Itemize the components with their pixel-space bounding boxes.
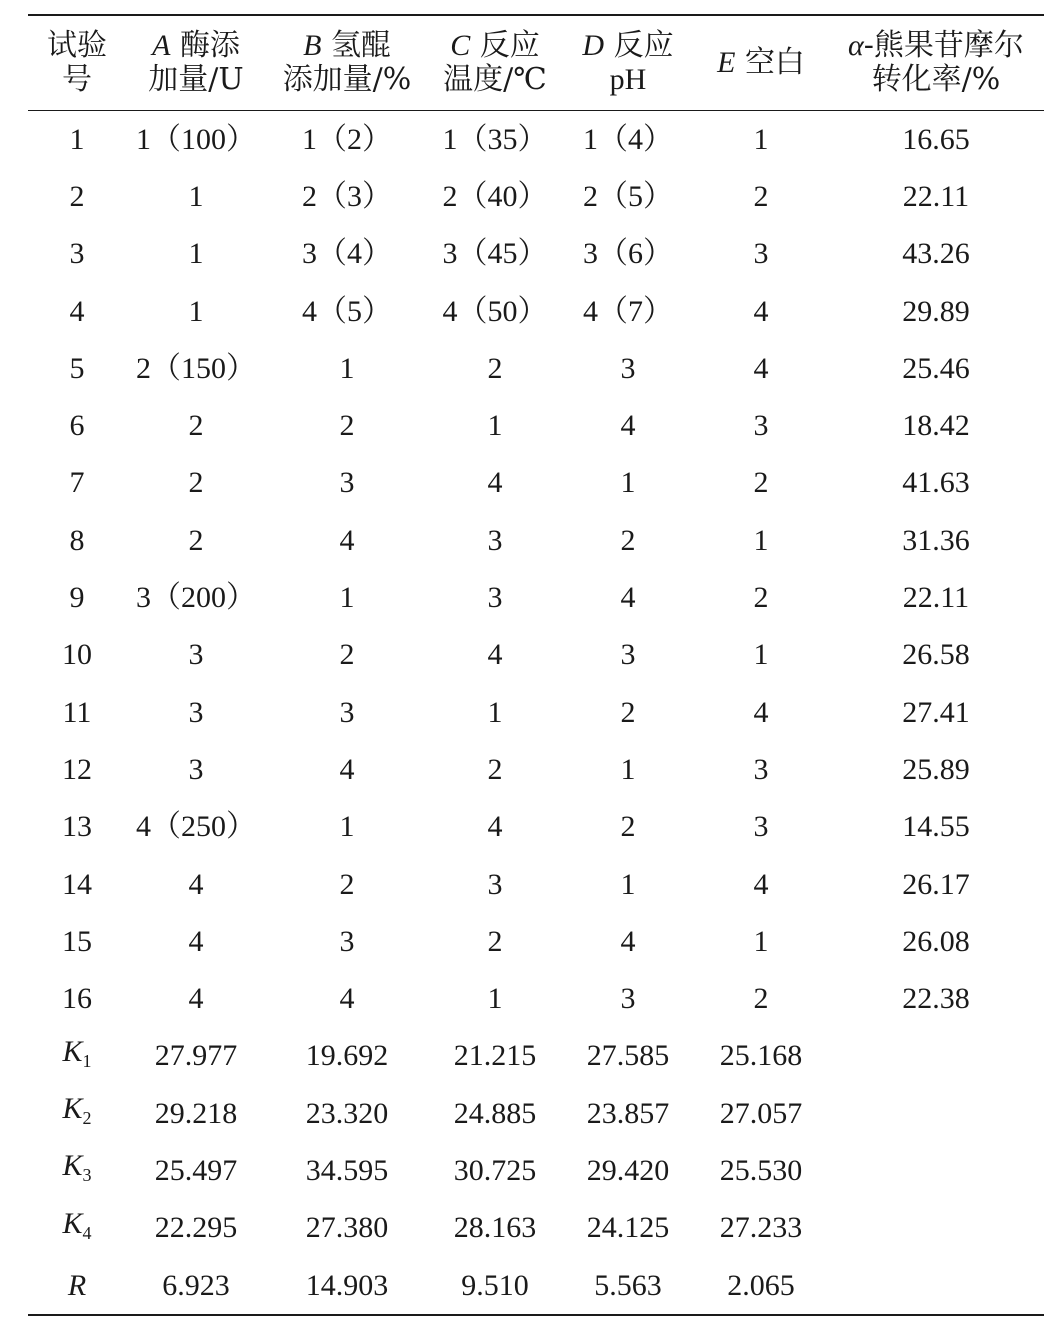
header-reaction-temperature: C 反应 温度/℃	[443, 28, 547, 97]
table-cell: 3	[753, 237, 769, 271]
table-body	[28, 111, 1044, 1314]
table-cell: 14.55	[902, 810, 970, 844]
table-cell: 3	[620, 351, 636, 385]
table-cell: 4	[339, 982, 355, 1016]
stats-value: 24.125	[586, 1211, 670, 1245]
table-cell: 1	[620, 466, 636, 500]
table-cell: 1	[188, 294, 204, 328]
table-row	[28, 168, 1044, 225]
stats-label: $K_1$	[62, 1034, 92, 1071]
table-cell: 2	[188, 523, 204, 557]
table-row	[28, 340, 1044, 397]
table-cell: 4	[753, 351, 769, 385]
table-row	[28, 455, 1044, 512]
table-cell: 11	[62, 695, 92, 729]
table-cell: 1	[753, 924, 769, 958]
table-cell: 3	[753, 409, 769, 443]
table-cell: 3	[620, 982, 636, 1016]
header-hydroquinone-amount: B 氢醌 添加量/%	[282, 28, 412, 97]
table-cell: 22.11	[902, 581, 970, 615]
table-cell: 2	[339, 867, 355, 901]
stats-value: 28.163	[453, 1211, 537, 1245]
table-cell: 6	[69, 409, 85, 443]
table-cell: 3	[188, 638, 204, 672]
stats-value: 23.857	[586, 1096, 670, 1130]
table-cell: 4（50）	[442, 294, 548, 328]
table-cell: 4	[620, 409, 636, 443]
table-cell: 3	[487, 867, 503, 901]
table-row	[28, 226, 1044, 283]
table-cell: 3（45）	[442, 237, 548, 271]
table-cell: 3	[188, 695, 204, 729]
table-cell: 2（150）	[136, 351, 256, 385]
table-cell: 1（2）	[302, 122, 392, 156]
table-cell: 2（3）	[302, 179, 392, 213]
table-cell: 4（7）	[583, 294, 673, 328]
table-cell: 3	[339, 466, 355, 500]
table-cell: 43.26	[902, 237, 970, 271]
table-cell: 3	[753, 810, 769, 844]
table-cell: 1	[753, 523, 769, 557]
table-cell: 3（4）	[302, 237, 392, 271]
table-cell: 3	[339, 695, 355, 729]
table-row	[28, 913, 1044, 970]
table-cell: 22.11	[902, 179, 970, 213]
table-row	[28, 283, 1044, 340]
table-row	[28, 397, 1044, 454]
stats-value: 6.923	[162, 1268, 230, 1302]
table-cell: 1（100）	[136, 122, 256, 156]
table-cell: 2	[487, 924, 503, 958]
table-cell: 4	[620, 581, 636, 615]
table-cell: 26.17	[902, 867, 970, 901]
table-cell: 1（35）	[442, 122, 548, 156]
table-cell: 26.08	[902, 924, 970, 958]
table-cell: 15	[62, 924, 92, 958]
stats-row	[28, 1200, 1044, 1257]
table-cell: 4	[188, 982, 204, 1016]
stats-value: 25.497	[154, 1153, 238, 1187]
table-cell: 1	[620, 867, 636, 901]
table-cell: 1	[620, 752, 636, 786]
table-cell: 2	[339, 409, 355, 443]
table-cell: 18.42	[902, 409, 970, 443]
stats-value: 14.903	[305, 1268, 389, 1302]
table-cell: 2	[487, 752, 503, 786]
table-cell: 1	[487, 982, 503, 1016]
stats-row	[28, 1085, 1044, 1142]
table-cell: 2	[69, 179, 85, 213]
table-cell: 4	[339, 523, 355, 557]
stats-value: 27.380	[305, 1211, 389, 1245]
table-cell: 1	[487, 409, 503, 443]
stats-value: 30.725	[453, 1153, 537, 1187]
table-cell: 27.41	[902, 695, 970, 729]
table-cell: 4	[188, 924, 204, 958]
table-cell: 10	[62, 638, 92, 672]
table-row	[28, 627, 1044, 684]
table-cell: 13	[62, 810, 92, 844]
stats-row	[28, 1142, 1044, 1199]
stats-value: 34.595	[305, 1153, 389, 1187]
table-row	[28, 111, 1044, 168]
table-cell: 4	[620, 924, 636, 958]
table-cell: 26.58	[902, 638, 970, 672]
stats-value: 29.420	[586, 1153, 670, 1187]
table-cell: 1	[188, 237, 204, 271]
table-cell: 5	[69, 351, 85, 385]
header-enzyme-amount: A 酶添 加量/U	[148, 28, 244, 97]
table-row	[28, 569, 1044, 626]
table-cell: 2	[620, 810, 636, 844]
table-cell: 1	[339, 351, 355, 385]
stats-row	[28, 1028, 1044, 1085]
table-cell: 4	[487, 466, 503, 500]
table-cell: 3	[487, 523, 503, 557]
stats-value: 25.168	[719, 1039, 803, 1073]
table-cell: 3	[69, 237, 85, 271]
table-cell: 4	[487, 810, 503, 844]
stats-value: 19.692	[305, 1039, 389, 1073]
table-row	[28, 856, 1044, 913]
stats-label: $K_3$	[62, 1149, 92, 1186]
stats-label: $K_2$	[62, 1092, 92, 1129]
stats-value: 27.977	[154, 1039, 238, 1073]
stats-value: 27.585	[586, 1039, 670, 1073]
table-cell: 2	[339, 638, 355, 672]
header-trial-no: 试验 号	[47, 28, 107, 97]
stats-value: 24.885	[453, 1096, 537, 1130]
stats-value: 22.295	[154, 1211, 238, 1245]
table-cell: 1	[487, 695, 503, 729]
table-cell: 2（40）	[442, 179, 548, 213]
table-cell: 1	[69, 122, 85, 156]
table-cell: 4	[487, 638, 503, 672]
table-cell: 4	[753, 867, 769, 901]
table-cell: 9	[69, 581, 85, 615]
stats-label: R	[67, 1268, 87, 1302]
table-cell: 4	[753, 294, 769, 328]
header-conversion-rate: α-熊果苷摩尔 转化率/%	[848, 28, 1024, 97]
table-cell: 2	[487, 351, 503, 385]
table-cell: 2	[753, 466, 769, 500]
table-cell: 1	[339, 581, 355, 615]
table-cell: 3	[188, 752, 204, 786]
table-cell: 3	[339, 924, 355, 958]
table-cell: 2	[620, 523, 636, 557]
table-cell: 3	[620, 638, 636, 672]
table-cell: 2	[188, 466, 204, 500]
table-cell: 1	[339, 810, 355, 844]
stats-value: 25.530	[719, 1153, 803, 1187]
table-cell: 3	[753, 752, 769, 786]
table-cell: 2（5）	[583, 179, 673, 213]
table-cell: 8	[69, 523, 85, 557]
table-cell: 4	[753, 695, 769, 729]
table-cell: 2	[753, 179, 769, 213]
table-row	[28, 684, 1044, 741]
table-cell: 4（5）	[302, 294, 392, 328]
stats-value: 27.057	[719, 1096, 803, 1130]
table-cell: 3（6）	[583, 237, 673, 271]
table-cell: 1（4）	[583, 122, 673, 156]
header-reaction-ph: D 反应 pH	[582, 28, 674, 96]
table-cell: 25.46	[902, 351, 970, 385]
table-cell: 2	[188, 409, 204, 443]
table-cell: 1	[753, 638, 769, 672]
table-cell: 16.65	[902, 122, 970, 156]
table-row	[28, 970, 1044, 1027]
table-cell: 25.89	[902, 752, 970, 786]
stats-value: 23.320	[305, 1096, 389, 1130]
stats-value: 5.563	[594, 1268, 662, 1302]
table-cell: 4	[188, 867, 204, 901]
table-cell: 4	[339, 752, 355, 786]
bottom-rule	[28, 1314, 1044, 1316]
table-cell: 4	[69, 294, 85, 328]
table-cell: 29.89	[902, 294, 970, 328]
table-cell: 2	[620, 695, 636, 729]
stats-row	[28, 1257, 1044, 1314]
table-cell: 31.36	[902, 523, 970, 557]
table-cell: 1	[753, 122, 769, 156]
header-blank: E 空白	[717, 45, 805, 80]
table-cell: 2	[753, 982, 769, 1016]
table-cell: 4（250）	[136, 810, 256, 844]
table-cell: 7	[69, 466, 85, 500]
stats-value: 9.510	[461, 1268, 529, 1302]
stats-value: 29.218	[154, 1096, 238, 1130]
table-cell: 2	[753, 581, 769, 615]
table-cell: 3（200）	[136, 581, 256, 615]
table-row	[28, 741, 1044, 798]
table-cell: 14	[62, 867, 92, 901]
table-cell: 41.63	[902, 466, 970, 500]
table-cell: 22.38	[902, 982, 970, 1016]
table-cell: 16	[62, 982, 92, 1016]
stats-label: $K_4$	[62, 1206, 92, 1243]
table-cell: 1	[188, 179, 204, 213]
table-row	[28, 799, 1044, 856]
stats-value: 27.233	[719, 1211, 803, 1245]
table-row	[28, 512, 1044, 569]
table-cell: 12	[62, 752, 92, 786]
table-header	[28, 16, 1044, 110]
stats-value: 2.065	[727, 1268, 795, 1302]
table-cell: 3	[487, 581, 503, 615]
stats-value: 21.215	[453, 1039, 537, 1073]
orthogonal-test-table	[28, 14, 1044, 1316]
